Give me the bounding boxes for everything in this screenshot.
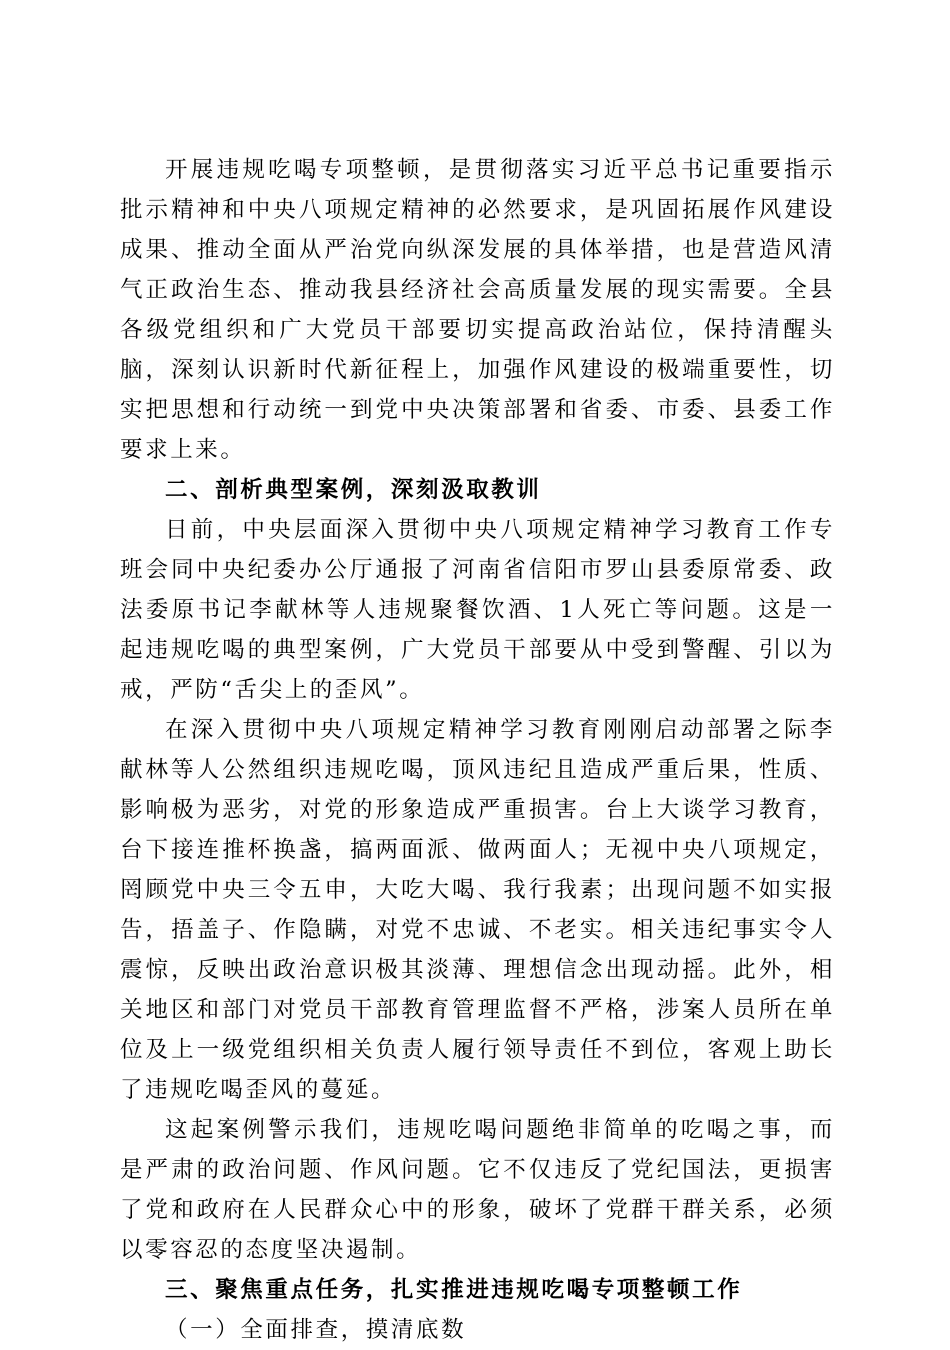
subsection-heading-1: （一）全面排查，摸清底数: [165, 1317, 467, 1343]
document-body: [120, 150, 835, 1350]
section-heading-3: 三、聚焦重点任务，扎实推进违规吃喝专项整顿工作: [165, 1277, 743, 1303]
section-heading-2: 二、剖析典型案例，深刻汲取教训: [165, 477, 542, 503]
paragraph-1: 开展违规吃喝专项整顿，是贯彻落实习近平总书记重要指示批示精神和中央八项规定精神的必然要求，是巩固拓展作风建设成果、推动全面从严治党向纵深发展的具体举措，也是营造风清气正政治生态、推动我县经济社会高质量发展的现实需要。全县各级党组织和广大党员干部要切实提高政治站位，保持清醒头脑，深刻认识新时代新征程上，加强作风建设的极端重要性，切实把思想和行动统一到党中央决策部署和省委、市委、县委工作要求上来。: [120, 157, 835, 463]
paragraph-2: 日前，中央层面深入贯彻中央八项规定精神学习教育工作专班会同中央纪委办公厅通报了河南省信阳市罗山县委原常委、政法委原书记李献林等人违规聚餐饮酒、1人死亡等问题。这是一起违规吃喝的典型案例，广大党员干部要从中受到警醒、引以为戒，严防“舌尖上的歪风”。: [120, 517, 835, 703]
paragraph-4: 这起案例警示我们，违规吃喝问题绝非简单的吃喝之事，而是严肃的政治问题、作风问题。它不仅违反了党纪国法，更损害了党和政府在人民群众心中的形象，破坏了党群干群关系，必须以零容忍的态度坚决遏制。: [120, 1117, 835, 1263]
paragraph-3: 在深入贯彻中央八项规定精神学习教育刚刚启动部署之际李献林等人公然组织违规吃喝，顶风违纪且造成严重后果，性质、影响极为恶劣，对党的形象造成严重损害。台上大谈学习教育，台下接连推杯换盏，搞两面派、做两面人；无视中央八项规定，罔顾党中央三令五申，大吃大喝、我行我素；出现问题不如实报告，捂盖子、作隐瞒，对党不忠诚、不老实。相关违纪事实令人震惊，反映出政治意识极其淡薄、理想信念出现动摇。此外，相关地区和部门对党员干部教育管理监督不严格，涉案人员所在单位及上一级党组织相关负责人履行领导责任不到位，客观上助长了违规吃喝歪风的蔓延。: [120, 717, 835, 1103]
